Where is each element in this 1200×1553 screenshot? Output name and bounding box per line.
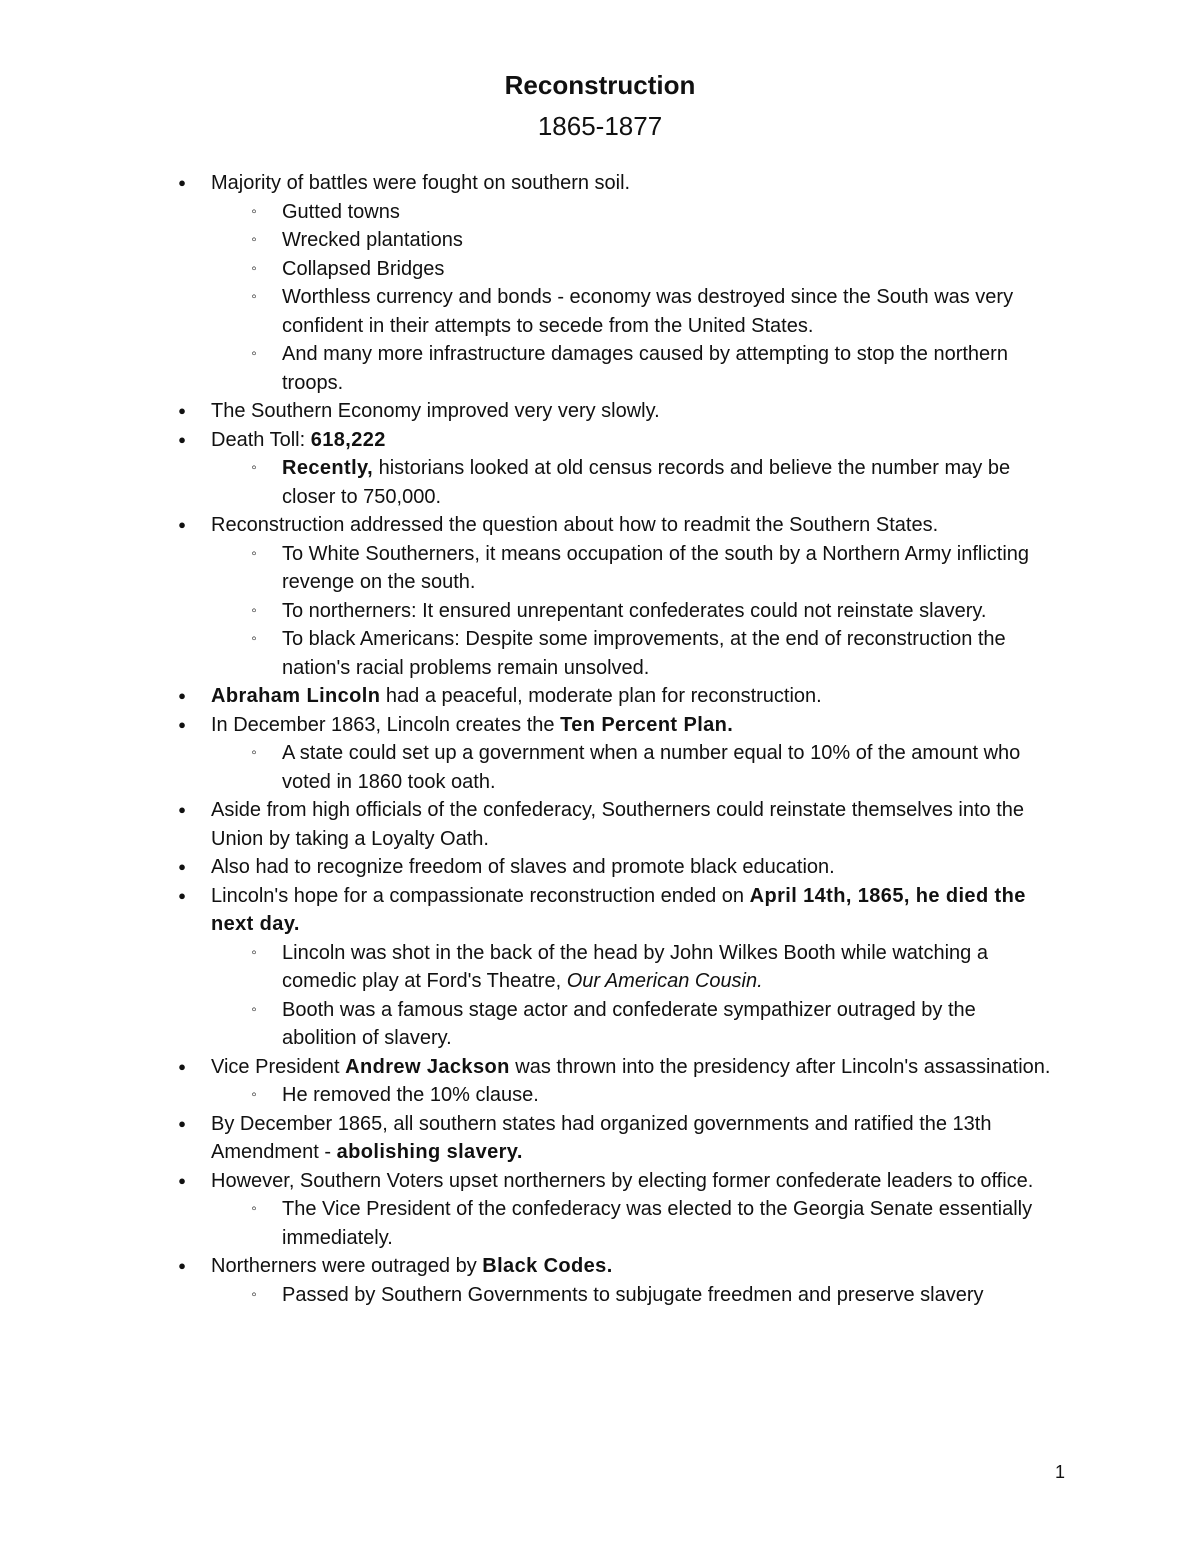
filled-circle-bullet-icon: ● (178, 802, 186, 817)
bullet-text: Lincoln was shot in the back of the head by John Wilkes Booth while watching a comedic play at Ford's Theatre, (282, 941, 988, 992)
bullet-text: The Southern Economy improved very very slowly. (211, 400, 660, 422)
bullet-text: Recently, (282, 457, 374, 479)
bullet-item (0, 682, 1071, 711)
hollow-circle-bullet-icon: ◦ (251, 630, 257, 647)
hollow-circle-bullet-icon: ◦ (251, 544, 257, 562)
bullet-item (0, 1167, 1071, 1196)
bullet-item (0, 1110, 1071, 1167)
filled-circle-bullet-icon: ● (178, 859, 186, 874)
bullet-list (0, 169, 1200, 1309)
bullet-text: Gutted towns (282, 200, 400, 223)
filled-circle-bullet-icon: ● (178, 1115, 186, 1131)
filled-circle-bullet-icon: ● (178, 688, 186, 703)
bullet-item (0, 882, 1071, 939)
hollow-circle-bullet-icon: ◦ (251, 459, 257, 476)
bullet-item (0, 796, 1071, 853)
bullet-text: Passed by Southern Governments to subjugate freedmen and preserve slavery (282, 1283, 984, 1306)
hollow-circle-bullet-icon: ◦ (251, 1000, 257, 1018)
sub-bullet-item (0, 1195, 1052, 1252)
filled-circle-bullet-icon: ● (178, 517, 186, 532)
hollow-circle-bullet-icon: ◦ (251, 345, 257, 362)
hollow-circle-bullet-icon: ◦ (251, 202, 257, 220)
sub-bullet-item (0, 739, 1052, 796)
hollow-circle-bullet-icon: ◦ (251, 231, 257, 248)
hollow-circle-bullet-icon: ◦ (251, 601, 257, 619)
bullet-text: To northerners: It ensured unrepentant confederates could not reinstate slavery. (282, 599, 987, 622)
bullet-text: To White Southerners, it means occupation of the south by a Northern Army inflicting revenge on the south. (282, 542, 1030, 593)
sub-bullet-item (0, 540, 1052, 597)
bullet-text: Worthless currency and bonds - economy was destroyed since the South was very confident in their attempts to secede from the United States. (282, 286, 1014, 337)
document-title: Reconstruction (504, 70, 696, 100)
bullet-text: A state could set up a government when a number equal to 10% of the amount who voted in 1860 took oath. (282, 742, 1021, 793)
sub-bullet-item (0, 996, 1052, 1053)
filled-circle-bullet-icon: ● (178, 431, 186, 447)
filled-circle-bullet-icon: ● (178, 887, 186, 903)
bullet-text: Reconstruction addressed the question about how to readmit the Southern States. (211, 514, 939, 536)
bullet-text: Vice President (211, 1055, 346, 1078)
bullet-text: By December 1865, all southern states had organized governments and ratified the 13th Amendment - (211, 1112, 992, 1163)
bullet-text: To black Americans: Despite some improvements, at the end of reconstruction the nation's racial problems remain unsolved. (282, 628, 1006, 679)
filled-circle-bullet-icon: ● (178, 175, 186, 190)
sub-bullet-item (0, 226, 1052, 255)
bullet-text: was thrown into the presidency after Lincoln's assassination. (509, 1055, 1051, 1078)
filled-circle-bullet-icon: ● (178, 403, 186, 418)
bullet-text: historians looked at old census records and believe the number may be closer to 750,000. (282, 457, 1011, 508)
bullet-item (0, 853, 1071, 882)
bullet-text: Our American Cousin. (566, 970, 763, 992)
sub-bullet-item (0, 1081, 1052, 1110)
hollow-circle-bullet-icon: ◦ (251, 288, 257, 305)
bullet-text: Aside from high officials of the confederacy, Southerners could reinstate themselves into the Union by taking a Loyalty Oath. (211, 799, 1025, 850)
hollow-circle-bullet-icon: ◦ (251, 1285, 257, 1303)
hollow-circle-bullet-icon: ◦ (251, 943, 257, 961)
sub-bullet-item (0, 340, 1052, 397)
bullet-text: Booth was a famous stage actor and confederate sympathizer outraged by the abolition of slavery. (282, 998, 976, 1049)
sub-bullet-item (0, 597, 1052, 626)
bullet-text: April 14th, 1865, he died the next day. (211, 884, 1026, 935)
sub-bullet-item (0, 939, 1052, 996)
sub-bullet-item (0, 1281, 1052, 1310)
bullet-text: Death Toll: (211, 428, 311, 451)
bullet-text: However, Southern Voters upset northerners by electing former confederate leaders to office. (211, 1169, 1034, 1192)
bullet-text: Abraham Lincoln (211, 685, 381, 707)
filled-circle-bullet-icon: ● (178, 1058, 186, 1074)
bullet-text: Lincoln's hope for a compassionate reconstruction ended on (211, 884, 750, 907)
sub-bullet-item (0, 283, 1052, 340)
bullet-text: Black Codes. (482, 1255, 613, 1277)
bullet-text: In December 1863, Lincoln creates the (211, 713, 561, 736)
page-number: 1 (1055, 1462, 1066, 1482)
filled-circle-bullet-icon: ● (178, 1258, 186, 1273)
sub-bullet-item (0, 255, 1052, 284)
bullet-item (0, 426, 1071, 455)
bullet-item (0, 169, 1071, 198)
sub-bullet-item (0, 454, 1052, 511)
bullet-text: had a peaceful, moderate plan for reconstruction. (380, 685, 822, 707)
bullet-item (0, 397, 1071, 426)
bullet-text: Collapsed Bridges (282, 257, 445, 280)
bullet-text: abolishing slavery. (336, 1141, 523, 1163)
sub-bullet-item (0, 625, 1052, 682)
bullet-text: Ten Percent Plan. (560, 713, 734, 736)
hollow-circle-bullet-icon: ◦ (251, 744, 257, 761)
bullet-text: He removed the 10% clause. (282, 1084, 539, 1106)
bullet-item (0, 1053, 1071, 1082)
hollow-circle-bullet-icon: ◦ (251, 1200, 257, 1217)
bullet-text: Northerners were outraged by (211, 1255, 483, 1277)
bullet-item (0, 511, 1071, 540)
bullet-text: Wrecked plantations (282, 229, 463, 251)
bullet-text: Majority of battles were fought on southern soil. (211, 172, 631, 194)
hollow-circle-bullet-icon: ◦ (251, 1086, 257, 1103)
bullet-text: Andrew Jackson (345, 1055, 510, 1078)
filled-circle-bullet-icon: ● (178, 1172, 186, 1188)
hollow-circle-bullet-icon: ◦ (251, 259, 257, 277)
bullet-item (0, 1252, 1071, 1281)
sub-bullet-item (0, 198, 1052, 227)
bullet-text: And many more infrastructure damages caused by attempting to stop the northern troops. (282, 343, 1008, 394)
bullet-text: The Vice President of the confederacy was elected to the Georgia Senate essentially immediately. (282, 1198, 1033, 1249)
filled-circle-bullet-icon: ● (178, 716, 186, 732)
document-subtitle: 1865-1877 (537, 111, 663, 141)
bullet-text: Also had to recognize freedom of slaves and promote black education. (211, 856, 835, 878)
bullet-text: 618,222 (310, 428, 386, 451)
bullet-item (0, 711, 1071, 740)
